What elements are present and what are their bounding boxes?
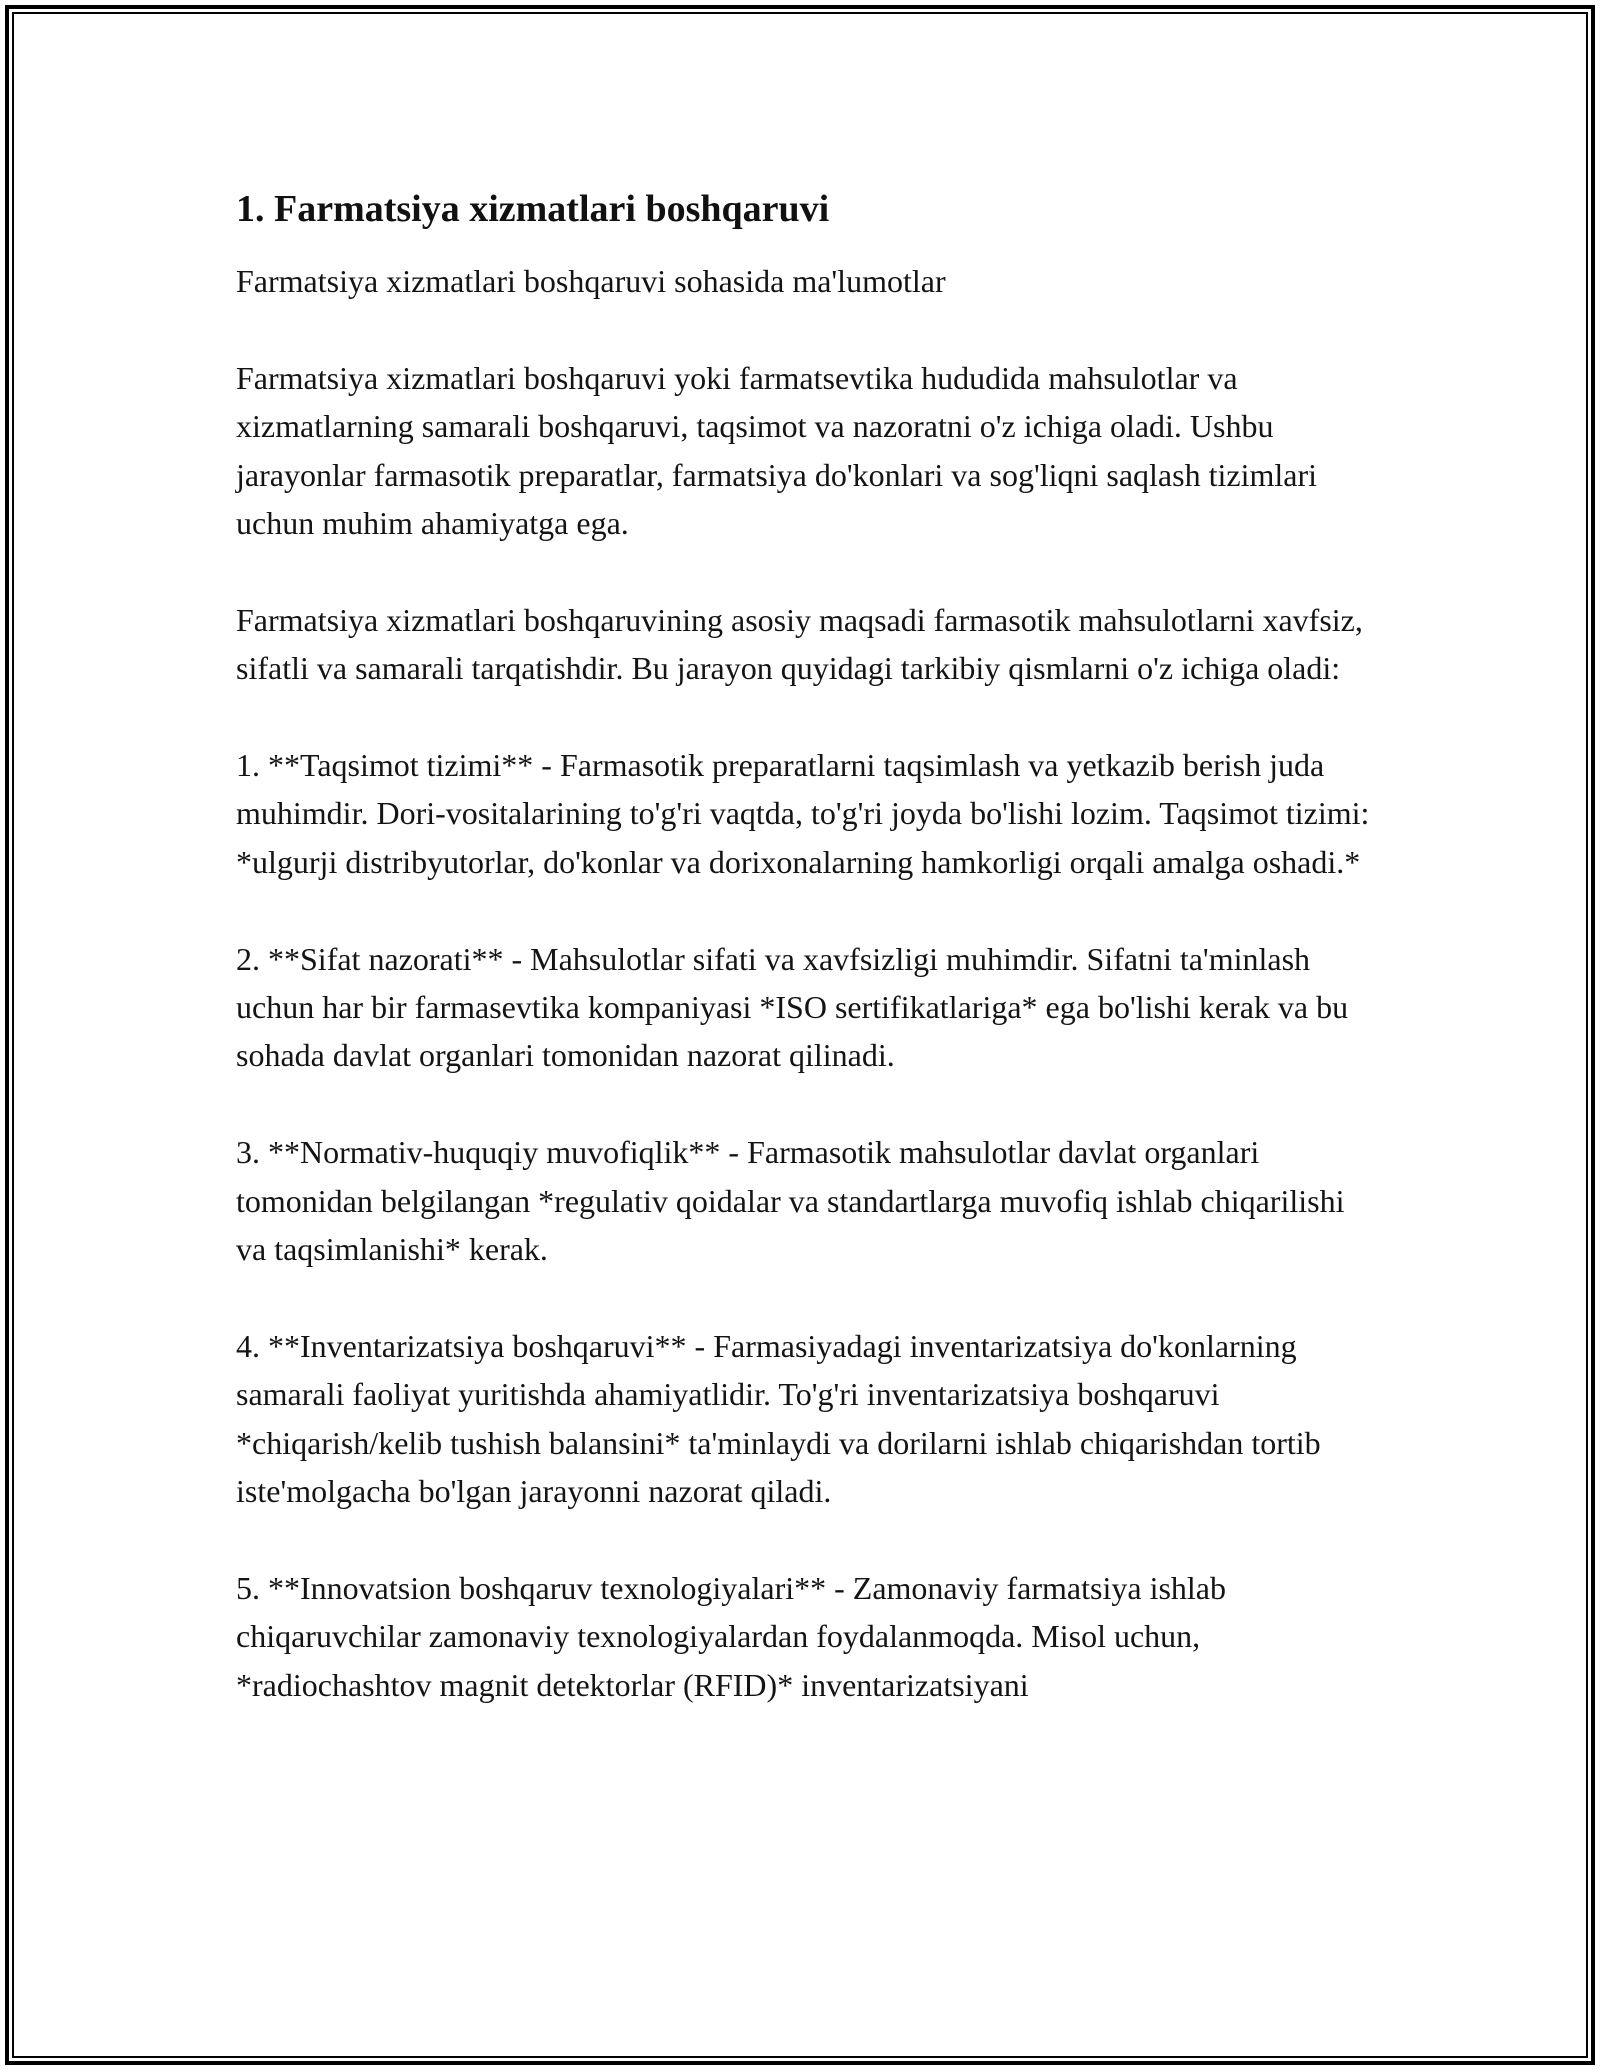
list-item-regulatory-compliance: 3. **Normativ-huquqiy muvofiqlik** - Farmasotik mahsulotlar davlat organlari tomonidan belgilangan *regulativ qoidalar va standartlarga muvofiq ishlab chiqarilishi va taqsimlanishi* kerak. (236, 1134, 1345, 1268)
paragraph-intro: Farmatsiya xizmatlari boshqaruvi yoki farmatsevtika hududida mahsulotlar va xizmatlarning samarali boshqaruvi, taqsimot va nazoratni o'z ichiga oladi. Ushbu jarayonlar farmasotik preparatlar, farmatsiya do'konlari va sog'liqni saqlash tizimlari uchun muhim ahamiyatga ega. (236, 359, 1317, 542)
list-item-innovative-technologies: 5. **Innovatsion boshqaruv texnologiyalari** - Zamonaviy farmatsiya ishlab chiqaruvchilar zamonaviy texnologiyalardan foydalanmoqda. Misol uchun, *radiochashtov magnit detektorlar (RFID)* inventarizatsiyani (236, 1569, 1226, 1703)
list-item-quality-control: 2. **Sifat nazorati** - Mahsulotlar sifati va xavfsizligi muhimdir. Sifatni ta'minlash uchun har bir farmasevtika kompaniyasi *ISO sertifikatlariga* ega bo'lishi kerak va bu sohada davlat organlari tomonidan nazorat qilinadi. (236, 940, 1349, 1074)
document-title: 1. Farmatsiya xizmatlari boshqaruvi (236, 188, 830, 230)
list-item-distribution: 1. **Taqsimot tizimi** - Farmasotik preparatlarni taqsimlash va yetkazib berish juda muhimdir. Dori-vositalarining to'g'ri vaqtda, to'g'ri joyda bo'lishi lozim. Taqsimot tizimi: *ulgurji distribyutorlar, do'konlar va dorixonalarning hamkorligi orqali amalga oshadi.* (236, 747, 1370, 880)
paragraph-goal: Farmatsiya xizmatlari boshqaruvining asosiy maqsadi farmasotik mahsulotlarni xavfsiz, sifatli va samarali tarqatishdir. Bu jarayon quyidagi tarkibiy qismlarni o'z ichiga oladi: (236, 601, 1363, 687)
document-subtitle: Farmatsiya xizmatlari boshqaruvi sohasida ma'lumotlar (236, 263, 946, 299)
document-body (236, 185, 1376, 1757)
list-item-inventory-management: 4. **Inventarizatsiya boshqaruvi** - Farmasiyadagi inventarizatsiya do'konlarning samarali faoliyat yuritishda ahamiyatlidir. To'g'ri inventarizatsiya boshqaruvi *chiqarish/kelib tushish balansini* ta'minlaydi va dorilarni ishlab chiqarishdan tortib iste'molgacha bo'lgan jarayonni nazorat qiladi. (236, 1327, 1321, 1510)
